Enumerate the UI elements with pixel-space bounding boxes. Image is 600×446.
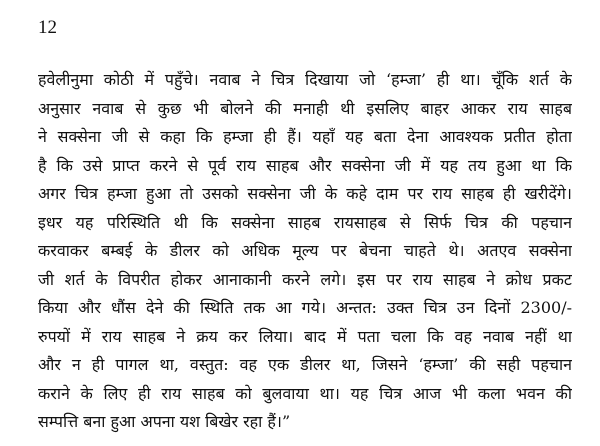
text-line-12: कराने के लिए ही राय साहब को बुलवाया था। यह चित्र आज भी कला भवन की <box>38 383 572 403</box>
text-line-9: किया और धौंस देने की स्थिति तक आ गये। अन्तत: उक्त चित्र उन दिनों 2300/- <box>38 298 572 317</box>
text-line-4: है कि उसे प्राप्त करने से पूर्व राय साहब और सक्सेना जी में यह तय हुआ था कि <box>38 155 572 175</box>
text-line-1: हवेलीनुमा कोठी में पहुँचे। नवाब ने चित्र दिखाया जो ‘हम्जा’ ही था। चूँकि शर्त के <box>38 70 572 89</box>
text-line-11: और न ही पागल था, वस्तुत: वह एक डीलर था, जिसने ‘हम्जा’ की सही पहचान <box>38 355 572 374</box>
page-number: 12 <box>38 17 57 38</box>
body-text <box>38 66 572 437</box>
text-line-5: अगर चित्र हम्जा हुआ तो उसको सक्सेना जी के कहे दाम पर राय साहब ही खरीदेंगे। <box>38 184 572 203</box>
text-line-8: जी शर्त के विपरीत होकर आनाकानी करने लगे। इस पर राय साहब ने क्रोध प्रकट <box>38 269 572 289</box>
text-line-6: इधर यह परिस्थिति थी कि सक्सेना साहब रायसाहब से सिर्फ चित्र की पहचान <box>38 212 572 232</box>
text-line-2: अनुसार नवाब से कुछ भी बोलने की मनाही थी इसलिए बाहर आकर राय साहब <box>38 98 572 118</box>
text-line-13: सम्पत्ति बना हुआ अपना यश बिखेर रहा हैं।” <box>38 412 291 431</box>
text-line-3: ने सक्सेना जी से कहा कि हम्जा ही हैं। यहाँ यह बता देना आवश्यक प्रतीत होता <box>38 127 572 146</box>
text-line-7: करवाकर बम्बई के डीलर को अधिक मूल्य पर बेचना चाहते थे। अतएव सक्सेना <box>38 241 572 260</box>
text-line-10: रुपयों में राय साहब ने क्रय कर लिया। बाद में पता चला कि वह नवाब नहीं था <box>38 326 572 346</box>
